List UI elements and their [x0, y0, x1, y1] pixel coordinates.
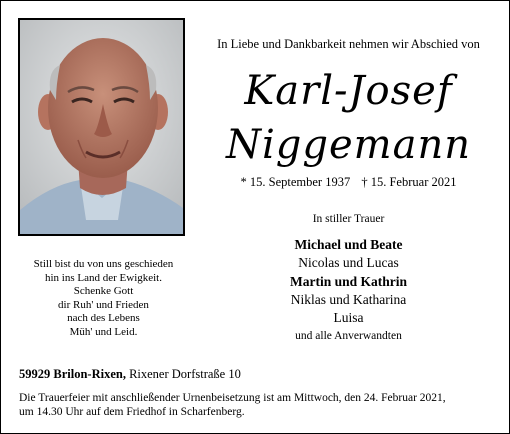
funeral-notice — [19, 391, 499, 419]
life-dates — [206, 175, 491, 190]
intro-text: In Liebe und Dankbarkeit nehmen wir Abschied von — [217, 37, 480, 51]
mourner-line: Martin und Kathrin — [289, 273, 408, 289]
poem — [16, 258, 191, 340]
address — [19, 367, 241, 382]
poem-line: Still bist du von uns geschieden — [33, 258, 174, 270]
mourner-line: Niklas und Katharina — [290, 291, 407, 307]
poem-line: nach des Lebens — [67, 312, 140, 325]
death-date: † 15. Februar 2021 — [361, 175, 457, 189]
portrait-photo — [18, 18, 185, 236]
notice-line: um 14.30 Uhr auf dem Friedhof in Scharfenberg. — [19, 406, 245, 419]
portrait-illustration — [20, 20, 183, 234]
mourner-line: Nicolas und Lucas — [298, 255, 399, 271]
mourner-line: Luisa — [333, 310, 364, 326]
mourners-list — [206, 236, 491, 346]
birth-date: * 15. September 1937 — [240, 175, 351, 189]
address-street: Rixener Dorfstraße 10 — [129, 367, 241, 381]
deceased-first-name: Karl-Josef — [244, 68, 453, 114]
notice-line: Die Trauerfeier mit anschließender Urnenbeisetzung ist am Mittwoch, den 24. Februar 2021, — [19, 392, 446, 404]
poem-line: dir Ruh' und Frieden — [58, 298, 149, 311]
mourner-line: Michael und Beate — [294, 237, 403, 252]
poem-line: Müh' und Leid. — [69, 325, 138, 338]
address-city: 59929 Brilon-Rixen, — [19, 367, 126, 381]
deceased-last-name: Niggemann — [226, 122, 471, 168]
poem-line: hin ins Land der Ewigkeit. — [44, 271, 162, 284]
poem-line: Schenke Gott — [73, 285, 134, 298]
in-trauer-label: In stiller Trauer — [312, 213, 385, 225]
mourner-line: und alle Anverwandten — [295, 330, 402, 343]
